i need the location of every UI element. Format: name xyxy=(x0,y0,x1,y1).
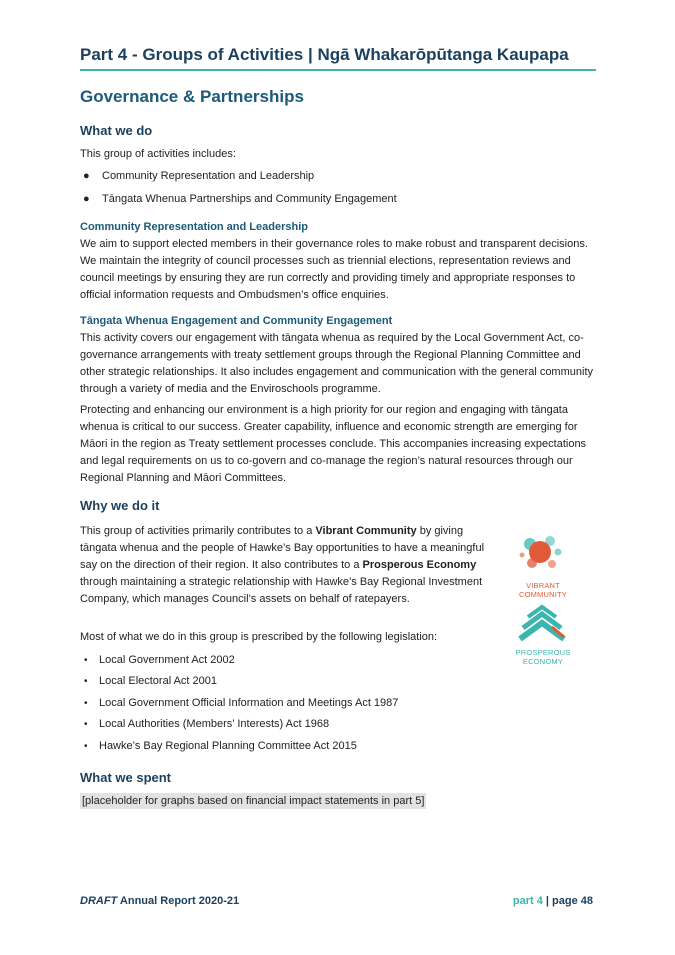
what-we-spent-heading: What we spent xyxy=(80,770,172,785)
prosperous-label-1: PROSPEROUS xyxy=(515,648,571,657)
legislation-item: Local Electoral Act 2001 xyxy=(99,675,218,687)
legislation-item: Hawke’s Bay Regional Planning Committee Act 2015 xyxy=(99,740,357,752)
footer-report-title: DRAFT Annual Report 2020-21 xyxy=(80,895,240,907)
tangata-whenua-body: This activity covers our engagement with tāngata whenua as required by the Local Government Act, co-governance arrangements with treaty settlement groups through the Regional Planning Committee and other strategic relationships. It also includes engagement and communication with the general community through a variety of media and the Enviroschools programme. xyxy=(80,332,593,395)
draft-label: DRAFT xyxy=(80,895,118,907)
sub-heading-community-representation: Community Representation and Leadership xyxy=(80,221,308,233)
vibrant-label-1: VIBRANT xyxy=(526,581,560,590)
page-part-title: Part 4 - Groups of Activities | Ngā Whakarōpūtanga Kaupapa xyxy=(80,44,596,71)
legislation-item: Local Government Act 2002 xyxy=(99,654,235,666)
graph-placeholder: [placeholder for graphs based on financial impact statements in part 5] xyxy=(82,795,425,807)
vibrant-community-term: Vibrant Community xyxy=(315,525,417,537)
why-paragraph: This group of activities primarily contributes to a Vibrant Community by giving tāngata whenua and the people of Hawke’s Bay opportunities to have a meaningful say on the direction of their region. It also contributes to a Prosperous Economy through maintaining a strategic relationship with Hawke’s Bay Regional Investment Company, which manages Council’s assets on behalf of ratepayers. xyxy=(80,525,485,605)
what-we-do-intro: This group of activities includes: xyxy=(80,148,236,160)
prosperous-label-2: ECONOMY xyxy=(522,657,564,666)
prosperous-economy-icon xyxy=(512,603,574,643)
footer-part: part 4 xyxy=(512,895,543,907)
bullet-icon: • xyxy=(84,719,88,730)
bullet-icon: ● xyxy=(83,193,90,205)
prosperous-economy-term: Prosperous Economy xyxy=(362,559,477,571)
footer-page-number: page 48 xyxy=(552,895,593,907)
list-item: Community Representation and Leadership xyxy=(102,170,315,182)
community-representation-body: We aim to support elected members in their governance roles to make robust and transparent decisions. We maintain the integrity of council processes such as triennial elections, representation reviews and council meetings by ensuring they are run correctly and providing timely and appropriate responses to official information requests and Ombudsmen’s office enquiries. xyxy=(80,238,588,301)
legislation-item: Local Authorities (Members’ Interests) Act 1968 xyxy=(99,718,330,730)
section-title: Governance & Partnerships xyxy=(80,87,304,106)
bullet-icon: • xyxy=(84,698,88,709)
legislation-intro: Most of what we do in this group is prescribed by the following legislation: xyxy=(80,631,438,643)
sub-heading-tangata-whenua: Tāngata Whenua Engagement and Community Engagement xyxy=(80,315,393,327)
why-we-do-it-heading: Why we do it xyxy=(80,498,160,513)
legislation-item: Local Government Official Information and Meetings Act 1987 xyxy=(99,697,399,709)
footer-page-ref: part 4 | page 48 xyxy=(512,895,593,907)
bullet-icon: • xyxy=(84,676,88,687)
vibrant-community-icon xyxy=(512,530,574,576)
environment-body: Protecting and enhancing our environment is a high priority for our region and engaging with tāngata whenua is critical to our success. Greater capability, influence and economic strength are emerging for Māori in the region as Treaty settlement processes conclude. This accompanies increasing expectations and legal requirements on us to co-govern and co-manage the region’s natural resources through our Regional Planning and Māori Committees. xyxy=(80,404,587,484)
bullet-icon: • xyxy=(84,741,88,752)
what-we-do-heading: What we do xyxy=(80,123,153,138)
vibrant-label-2: COMMUNITY xyxy=(518,590,568,599)
bullet-icon: • xyxy=(84,655,88,666)
list-item: Tāngata Whenua Partnerships and Community Engagement xyxy=(102,193,397,205)
community-outcome-logos xyxy=(512,530,574,666)
bullet-icon: ● xyxy=(83,170,90,182)
